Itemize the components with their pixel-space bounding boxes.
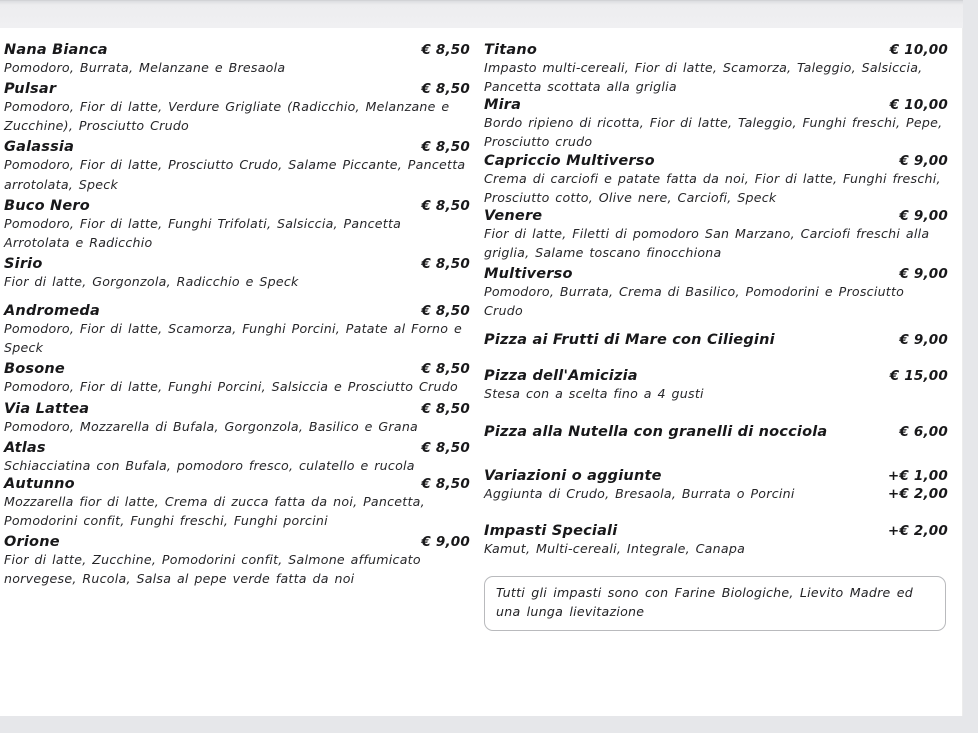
menu-item-name: Pulsar [4,81,57,98]
menu-item-name: Autunno [4,475,75,492]
menu-item-description: Impasto multi-cereali, Fior di latte, Scamorza, Taleggio, Salsiccia, Pancetta scottata alla griglia [484,60,923,95]
menu-item-description: Fior di latte, Gorgonzola, Radicchio e Speck [4,273,299,289]
menu-item-name: Pizza dell'Amicizia [484,368,638,385]
menu-item[interactable] [484,332,948,348]
menu-item[interactable] [4,534,470,588]
menu-item-description: Pomodoro, Fior di latte, Verdure Grigliate (Radicchio, Melanzane e Zucchine), Prosciutto Crudo [4,99,450,134]
menu-item[interactable] [4,361,470,396]
menu-item[interactable] [484,42,948,96]
menu-item-price: € 9,00 [899,152,948,169]
menu-item-price: € 10,00 [889,42,948,58]
menu-item[interactable] [4,256,470,291]
menu-item-description: Pomodoro, Mozzarella di Bufala, Gorgonzola, Basilico e Grana [4,418,419,434]
menu-item[interactable] [484,266,948,320]
menu-item-name: Andromeda [4,303,100,320]
menu-item-name: Galassia [4,139,75,156]
menu-item-name: Orione [4,534,60,551]
menu-item[interactable] [484,424,948,440]
menu-item-description: Pomodoro, Fior di latte, Funghi Trifolati, Salsiccia, Pancetta Arrotolata e Radicchio [4,215,402,250]
extras-item-price: +€ 1,00 [887,467,948,484]
menu-item[interactable] [484,153,948,207]
menu-item-price: € 8,50 [421,361,470,378]
menu-item-price: € 6,00 [899,423,948,440]
menu-columns [0,42,963,631]
menu-item[interactable] [4,42,470,77]
menu-item-price: € 8,50 [421,475,470,492]
menu-item-name: Sirio [4,255,43,272]
menu-item[interactable] [484,208,948,262]
menu-item-price: € 9,00 [421,534,470,551]
menu-item-name: Buco Nero [4,197,90,214]
menu-item-name: Nana Bianca [4,42,108,58]
menu-item-price: € 9,00 [899,266,948,283]
menu-item[interactable] [4,476,470,530]
menu-item-description: Pomodoro, Fior di latte, Scamorza, Funghi Porcini, Patate al Forno e Speck [4,321,462,356]
dough-note-text: Tutti gli impasti sono con Farine Biologiche, Lievito Madre ed una lunga lievitazione [496,584,914,619]
extras-item-description: Aggiunta di Crudo, Bresaola, Burrata o Porcini [484,485,795,501]
menu-item-name: Via Lattea [4,400,90,417]
menu-item-name: Capriccio Multiverso [484,152,655,169]
menu-page-sheet [0,28,963,716]
menu-item-description: Schiacciatina con Bufala, pomodoro fresco, culatello e rucola [4,457,415,473]
menu-item-price: € 9,00 [899,207,948,224]
menu-item-price: € 10,00 [889,97,948,114]
menu-item-price: € 8,50 [421,439,470,456]
menu-item-description: Pomodoro, Fior di latte, Funghi Porcini, Salsiccia e Prosciutto Crudo [4,379,458,395]
extras-item-variazioni[interactable] [484,468,948,503]
menu-item-description: Fior di latte, Filetti di pomodoro San Marzano, Carciofi freschi alla griglia, Salame toscano finocchiona [484,225,930,260]
menu-item[interactable] [4,81,470,135]
menu-item-name: Pizza ai Frutti di Mare con Ciliegini [484,332,775,349]
menu-item-description: Pomodoro, Burrata, Melanzane e Bresaola [4,60,286,75]
menu-item-price: € 8,50 [421,255,470,272]
menu-item[interactable] [4,303,470,357]
menu-item-name: Bosone [4,361,65,378]
menu-item-price: € 8,50 [421,303,470,320]
window-top-band [0,0,978,28]
menu-item[interactable] [4,139,470,193]
extras-item-price: +€ 2,00 [887,522,948,539]
menu-item-description: Pomodoro, Fior di latte, Prosciutto Crudo, Salame Piccante, Pancetta arrotolata, Speck [4,157,466,192]
menu-item[interactable] [4,401,470,436]
menu-item-price: € 8,50 [421,197,470,214]
extras-item-description: Kamut, Multi-cereali, Integrale, Canapa [484,540,746,556]
menu-item[interactable] [4,440,470,475]
menu-item-price: € 15,00 [889,368,948,385]
menu-item[interactable] [484,97,948,151]
menu-item[interactable] [4,198,470,252]
menu-item-price: € 8,50 [421,42,470,58]
menu-item-name: Venere [484,207,543,224]
menu-item-name: Titano [484,42,538,58]
menu-item-description: Pomodoro, Burrata, Crema di Basilico, Pomodorini e Prosciutto Crudo [484,284,905,319]
extras-item-impasti[interactable] [484,523,948,558]
extras-item-secondary-price: +€ 2,00 [887,485,948,502]
right-gutter [963,0,978,733]
menu-column-right [478,42,963,631]
bottom-gutter [0,716,978,733]
menu-item[interactable] [484,368,948,403]
menu-item-price: € 8,50 [421,139,470,156]
menu-item-description: Fior di latte, Zucchine, Pomodorini confit, Salmone affumicato norvegese, Rucola, Salsa al pepe verde fatta da noi [4,552,421,587]
menu-item-description: Bordo ripieno di ricotta, Fior di latte, Taleggio, Funghi freschi, Pepe, Prosciutto crudo [484,115,943,150]
menu-item-price: € 8,50 [421,81,470,98]
menu-item-description: Mozzarella fior di latte, Crema di zucca fatta da noi, Pancetta, Pomodorini confit, Funghi freschi, Funghi porcini [4,493,425,528]
menu-item-name: Atlas [4,439,46,456]
menu-item-description: Stesa con a scelta fino a 4 gusti [484,386,704,402]
menu-item-description: Crema di carciofi e patate fatta da noi, Fior di latte, Funghi freschi, Prosciutto cotto, Olive nere, Carciofi, Speck [484,170,941,205]
menu-item-name: Pizza alla Nutella con granelli di nocciola [484,423,828,440]
dough-note-box [484,576,946,631]
extras-item-name: Variazioni o aggiunte [484,467,662,484]
menu-item-price: € 9,00 [899,332,948,349]
menu-column-left [0,42,478,631]
menu-item-name: Multiverso [484,266,573,283]
menu-item-name: Mira [484,97,522,114]
menu-item-price: € 8,50 [421,400,470,417]
extras-item-name: Impasti Speciali [484,522,618,539]
